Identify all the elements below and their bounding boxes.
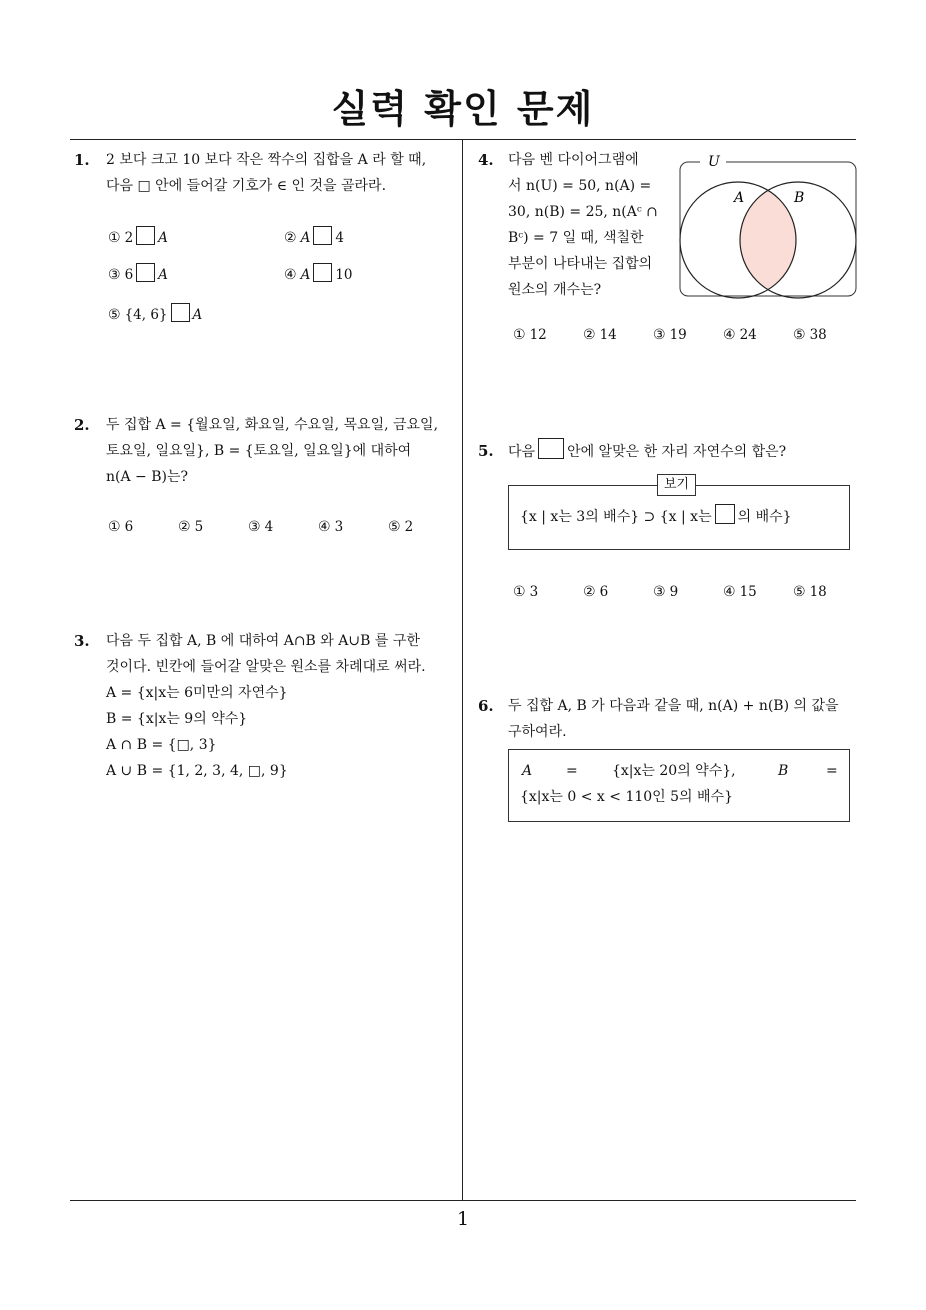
set-definition: A = {x|x는 6미만의 자연수} [106, 685, 288, 701]
blank-box [136, 263, 155, 282]
choice-text: {4, 6} [124, 307, 168, 323]
set-a-definition: {x|x는 20의 약수}, [612, 763, 736, 779]
blank-box [171, 303, 190, 322]
choice-1[interactable] [513, 584, 538, 600]
choice-2[interactable] [178, 519, 203, 535]
question-text: 두 집합 A, B 가 다음과 같을 때, n(A) + n(B) 의 값을 [508, 698, 839, 714]
choice-4[interactable] [723, 327, 757, 343]
question-text: 서 n(U) = 50, n(A) = [508, 178, 652, 194]
set-b-symbol: B [778, 763, 789, 779]
choice-mark: ④ [723, 584, 736, 600]
choice-text: 19 [669, 327, 687, 343]
choice-mark: ① [513, 584, 526, 600]
choice-mark: ③ [108, 267, 121, 283]
choice-4[interactable] [318, 519, 343, 535]
question-number: 2. [74, 416, 90, 434]
choice-3[interactable] [248, 519, 273, 535]
choice-text: A [300, 267, 311, 283]
example-box-content [520, 504, 792, 530]
set-b-definition: {x|x는 0 < x < 110인 5의 배수} [520, 789, 733, 805]
question-text: 30, n(B) = 25, n(Aᶜ ∩ [508, 204, 658, 220]
set-b-label: B [794, 190, 805, 206]
choice-text: 9 [669, 584, 679, 600]
equals-sign: = [826, 763, 838, 779]
choice-text: A [300, 230, 311, 246]
choice-3[interactable] [108, 263, 168, 283]
set-a-label: A [734, 190, 745, 206]
question-number: 5. [478, 442, 494, 460]
universe-label: U [708, 154, 720, 170]
question-text: 다음 □ 안에 들어갈 기호가 ∈ 인 것을 골라라. [106, 178, 387, 194]
question-number: 3. [74, 632, 90, 650]
top-divider [70, 139, 856, 140]
choice-mark: ③ [653, 584, 666, 600]
question-text: 부분이 나타내는 집합의 [508, 256, 653, 272]
choice-4[interactable] [284, 263, 353, 283]
choice-mark: ② [284, 230, 297, 246]
choice-1[interactable] [108, 226, 168, 246]
choice-mark: ④ [284, 267, 297, 283]
set-a-symbol: A [522, 763, 533, 779]
choice-5[interactable] [793, 327, 827, 343]
choice-mark: ① [513, 327, 526, 343]
venn-diagram [676, 150, 860, 300]
choice-mark: ③ [653, 327, 666, 343]
blank-box [136, 226, 155, 245]
choice-text: 4 [335, 230, 344, 246]
set-definition: A ∪ B = {1, 2, 3, 4, □, 9} [106, 763, 288, 779]
question-text: 두 집합 A = {월요일, 화요일, 수요일, 목요일, 금요일, [106, 417, 439, 433]
question-text: 다음 [508, 444, 536, 460]
question-text: Bᶜ) = 7 일 때, 색칠한 [508, 230, 644, 246]
choice-text: 6 [124, 519, 134, 535]
example-text: 의 배수} [737, 509, 792, 525]
choice-text: 15 [739, 584, 757, 600]
page-number: 1 [456, 1208, 470, 1230]
blank-box [715, 504, 735, 524]
sets-box-line-2 [520, 784, 733, 810]
question-number: 4. [478, 151, 494, 169]
question-text: 다음 두 집합 A, B 에 대하여 A∩B 와 A∪B 를 구한 [106, 633, 420, 649]
choice-text: 14 [599, 327, 617, 343]
choice-mark: ① [108, 519, 121, 535]
choice-text: 3 [334, 519, 344, 535]
choice-1[interactable] [108, 519, 133, 535]
choice-mark: ⑤ [793, 584, 806, 600]
question-number: 6. [478, 697, 494, 715]
choice-mark: ② [178, 519, 191, 535]
choice-mark: ③ [248, 519, 261, 535]
equals-sign: = [566, 763, 578, 779]
question-text: 토요일, 일요일}, B = {토요일, 일요일}에 대하여 [106, 443, 412, 459]
question-number: 1. [74, 151, 90, 169]
example-text: {x | x는 3의 배수} ⊃ {x | x는 [520, 509, 712, 525]
choice-3[interactable] [653, 327, 687, 343]
choice-5[interactable] [793, 584, 827, 600]
choice-5[interactable] [388, 519, 413, 535]
choice-mark: ① [108, 230, 121, 246]
choice-text: 3 [529, 584, 539, 600]
choice-text: 6 [124, 267, 134, 283]
choice-2[interactable] [284, 226, 344, 246]
choice-1[interactable] [513, 327, 547, 343]
question-text: 구하여라. [508, 724, 567, 740]
choice-text: 38 [809, 327, 827, 343]
choice-text: 12 [529, 327, 547, 343]
question-text: 것이다. 빈칸에 들어갈 알맞은 원소를 차례대로 써라. [106, 659, 426, 675]
choice-mark: ④ [723, 327, 736, 343]
blank-box [313, 263, 332, 282]
choice-mark: ② [583, 584, 596, 600]
choice-4[interactable] [723, 584, 757, 600]
blank-box [538, 438, 564, 459]
choice-mark: ④ [318, 519, 331, 535]
choice-2[interactable] [583, 327, 617, 343]
choice-text: 24 [739, 327, 757, 343]
set-definition: B = {x|x는 9의 약수} [106, 711, 248, 727]
question-text: n(A − B)는? [106, 469, 188, 485]
blank-box [313, 226, 332, 245]
choice-text: A [158, 230, 168, 246]
choice-5[interactable] [108, 303, 202, 323]
set-definition: A ∩ B = {□, 3} [106, 737, 217, 753]
choice-mark: ② [583, 327, 596, 343]
choice-text: A [158, 267, 168, 283]
choice-mark: ⑤ [388, 519, 401, 535]
question-text: 안에 알맞은 한 자리 자연수의 합은? [567, 444, 787, 460]
choice-2[interactable] [583, 584, 608, 600]
question-text: 2 보다 크고 10 보다 작은 짝수의 집합을 A 라 할 때, [106, 152, 427, 168]
question-text: 원소의 개수는? [508, 282, 602, 298]
choice-mark: ⑤ [793, 327, 806, 343]
column-divider [462, 139, 463, 1201]
choice-mark: ⑤ [108, 307, 121, 323]
choice-3[interactable] [653, 584, 678, 600]
example-box-label: 보기 [657, 474, 696, 496]
choice-text: 18 [809, 584, 827, 600]
choice-text: 6 [599, 584, 609, 600]
choice-text: 10 [335, 267, 353, 283]
choice-text: 2 [404, 519, 414, 535]
choice-text: 5 [194, 519, 204, 535]
page-title: 실력 확인 문제 [331, 87, 595, 131]
bottom-divider [70, 1200, 856, 1201]
choice-text: 4 [264, 519, 274, 535]
question-text: 다음 벤 다이어그램에 [508, 152, 639, 168]
choice-text: 2 [124, 230, 134, 246]
choice-text: A [192, 307, 203, 323]
